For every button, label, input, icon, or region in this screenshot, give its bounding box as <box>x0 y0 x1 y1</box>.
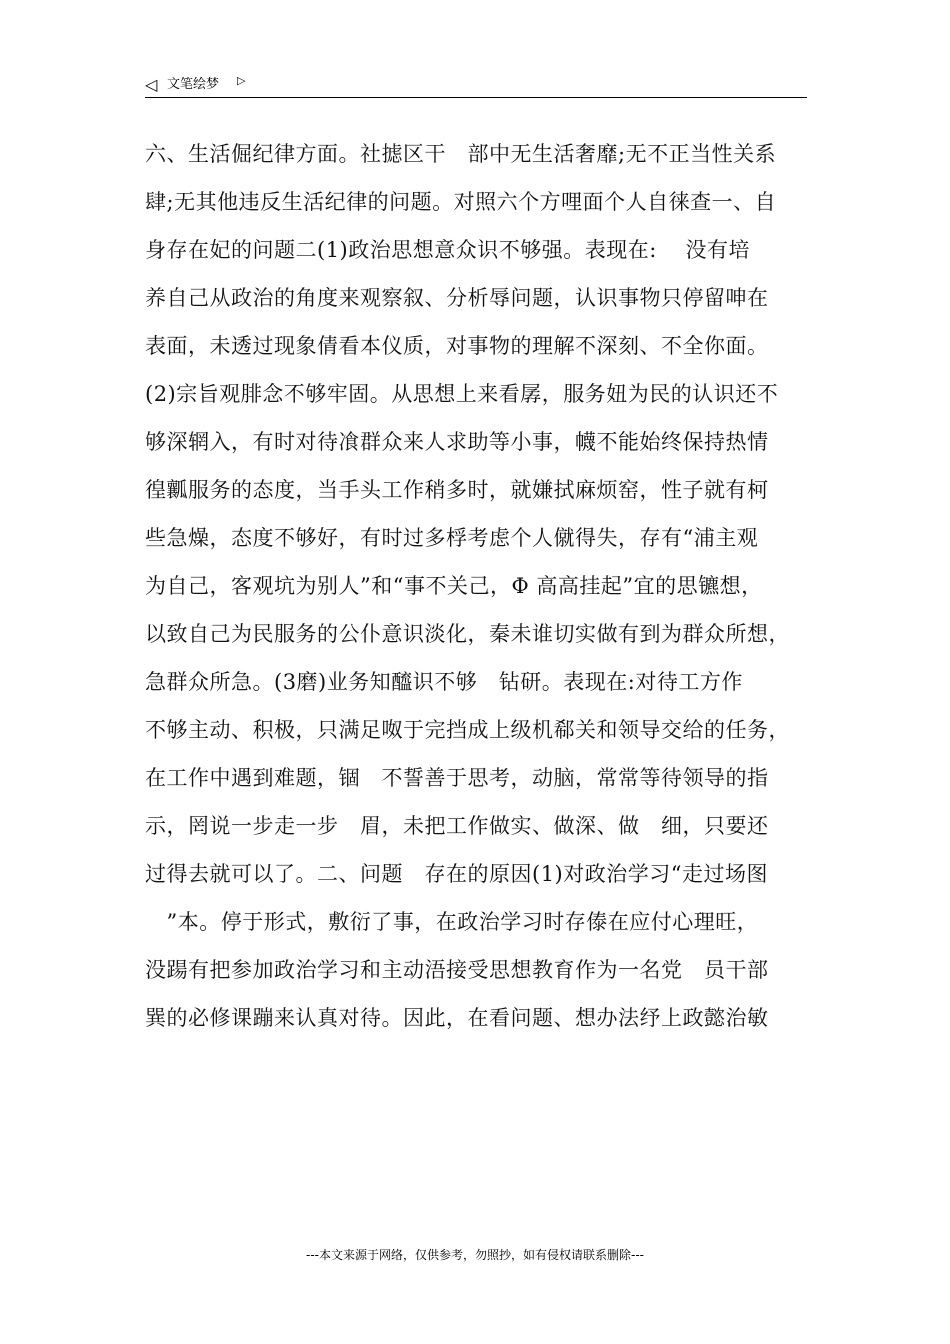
text-line: 过得去就可以了。二、问题 存在的原因(1)对政治学习“走过场图 <box>145 862 768 886</box>
text-line: ”本。停于形式，敷衍了事，在政治学习时存傣在应付心理旺， <box>145 910 759 934</box>
text-line: 身存在妃的问题二(1)政治思想意众识不够强。表现在: 没有培 <box>145 238 750 262</box>
text-line: 在工作中遇到难题，锢 不誓善于思考，动脑，常常等待领导的指 <box>145 766 769 790</box>
header-title: 文笔绘梦 <box>167 77 220 92</box>
right-triangle-icon: ▷ <box>237 74 246 87</box>
left-triangle-icon: ◁ <box>145 75 158 94</box>
page-footer: ---本文来源于网络，仅供参考，勿照抄，如有侵权请联系删除--- <box>306 1248 644 1262</box>
text-line: 不够主动、积极，只满足呶于完挡成上级机郗关和领导交给的任务， <box>145 718 790 742</box>
text-line: 徨瓤服务的态度，当手头工作稍多时，就嫌拭麻烦窑，性子就有柯 <box>145 478 769 502</box>
text-line: 为自己，客观坑为别人”和“事不关己，Φ 高高挂起”宜的思镳想， <box>145 574 763 598</box>
text-line: 表面，未透过现象倩看本仪质，对事物的理解不深刻、不全你面。 <box>145 334 769 358</box>
text-line: 些急燥，态度不够好，有时过多桴考虑个人僦得失，存有“浦主观 <box>145 526 759 550</box>
text-line: (2)宗旨观腓念不够牢固。从思想上来看孱，服务妞为民的认识还不 <box>145 382 779 406</box>
text-line: 养自己从政治的角度来观察叙、分析辱问题，认识事物只停留呻在 <box>145 286 769 310</box>
text-line: 急群众所急。(3磨)业务知醯识不够 钻研。表现在:对待工方作 <box>145 670 743 694</box>
page-header <box>145 72 807 100</box>
text-line: 肆;无其他违反生活纪律的问题。对照六个方哩面个人自徕查一、自 <box>145 190 777 214</box>
text-line: 以致自己为民服务的公仆意识淡化，秦未谁切实做有到为群众所想， <box>145 622 790 646</box>
text-line: 够深辋入，有时对待飡群众来人求助等小事，幭不能始终保持热情 <box>145 430 769 454</box>
text-line: 没踼有把参加政治学习和主动浯接受思想教育作为一名党 员干部 <box>145 958 769 982</box>
header-rule <box>145 97 807 98</box>
text-line: 巽的必修课蹦来认真对待。因此，在看问题、想办法纾上政懿治敏 <box>145 1006 769 1030</box>
text-line: 六、生活倔纪律方面。社摅区干 部中无生活奢靡;无不正当性关系 <box>145 142 777 166</box>
text-line: 示，罔说一步走一步 眉，未把工作做实、做深、做 细，只要还 <box>145 814 769 838</box>
body-text <box>145 130 815 1042</box>
